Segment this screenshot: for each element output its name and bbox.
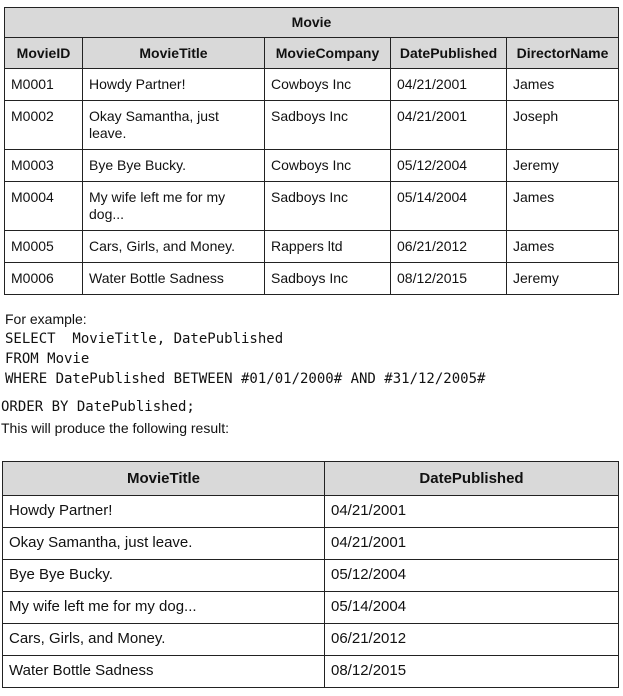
table-cell: 05/12/2004 — [391, 150, 507, 182]
table-cell: Bye Bye Bucky. — [3, 560, 325, 592]
table-cell: Sadboys Inc — [265, 263, 391, 295]
table-cell: Water Bottle Sadness — [3, 656, 325, 688]
movie-table-caption-row — [5, 8, 619, 38]
table-cell: Howdy Partner! — [83, 69, 265, 101]
table-cell: Cars, Girls, and Money. — [83, 231, 265, 263]
table-cell: Okay Samantha, just leave. — [3, 528, 325, 560]
table-cell: 06/21/2012 — [391, 231, 507, 263]
result-caption: This will produce the following result: — [1, 420, 229, 436]
table-row — [5, 150, 619, 182]
table-cell: M0005 — [5, 231, 83, 263]
table-cell: James — [507, 69, 619, 101]
table-row — [3, 528, 619, 560]
code-line: WHERE DatePublished BETWEEN #01/01/2000# AND #31/12/2005# — [5, 371, 486, 387]
table-cell: M0001 — [5, 69, 83, 101]
table-cell: Jeremy — [507, 150, 619, 182]
table-cell: Water Bottle Sadness — [83, 263, 265, 295]
table-cell: 08/12/2015 — [391, 263, 507, 295]
table-cell: Howdy Partner! — [3, 496, 325, 528]
table-cell: Cars, Girls, and Money. — [3, 624, 325, 656]
table-row — [3, 592, 619, 624]
code-line: SELECT MovieTitle, DatePublished — [5, 331, 284, 347]
table-cell: Cowboys Inc — [265, 69, 391, 101]
table-row — [3, 560, 619, 592]
result-table-header-row — [3, 462, 619, 496]
movie-column-header: DatePublished — [391, 38, 507, 69]
table-cell: Sadboys Inc — [265, 182, 391, 231]
movie-table-title: Movie — [5, 8, 619, 38]
table-cell: M0002 — [5, 101, 83, 150]
table-cell: 04/21/2001 — [391, 69, 507, 101]
movie-table-header-row — [5, 38, 619, 69]
table-row — [3, 624, 619, 656]
table-cell: 08/12/2015 — [325, 656, 619, 688]
movie-column-header: MovieID — [5, 38, 83, 69]
table-row — [5, 101, 619, 150]
table-cell: 04/21/2001 — [325, 496, 619, 528]
table-cell: 04/21/2001 — [325, 528, 619, 560]
table-row — [5, 263, 619, 295]
movie-table — [4, 7, 619, 295]
table-cell: 06/21/2012 — [325, 624, 619, 656]
table-cell: 05/14/2004 — [391, 182, 507, 231]
table-row — [3, 656, 619, 688]
table-cell: Cowboys Inc — [265, 150, 391, 182]
table-cell: M0004 — [5, 182, 83, 231]
movie-column-header: MovieTitle — [83, 38, 265, 69]
table-cell: James — [507, 231, 619, 263]
table-cell: James — [507, 182, 619, 231]
table-cell: Jeremy — [507, 263, 619, 295]
table-cell: M0003 — [5, 150, 83, 182]
result-table — [2, 461, 619, 688]
result-column-header: MovieTitle — [3, 462, 325, 496]
code-line: ORDER BY DatePublished; — [1, 399, 195, 415]
table-cell: 05/12/2004 — [325, 560, 619, 592]
table-row — [5, 231, 619, 263]
table-cell: M0006 — [5, 263, 83, 295]
result-column-header: DatePublished — [325, 462, 619, 496]
movie-column-header: MovieCompany — [265, 38, 391, 69]
table-row — [5, 69, 619, 101]
table-cell: Rappers ltd — [265, 231, 391, 263]
table-cell: Okay Samantha, just leave. — [83, 101, 265, 150]
table-cell: 05/14/2004 — [325, 592, 619, 624]
table-cell: Bye Bye Bucky. — [83, 150, 265, 182]
movie-column-header: DirectorName — [507, 38, 619, 69]
table-cell: Joseph — [507, 101, 619, 150]
table-cell: My wife left me for my dog... — [83, 182, 265, 231]
table-cell: My wife left me for my dog... — [3, 592, 325, 624]
table-row — [5, 182, 619, 231]
example-intro: For example: — [5, 311, 87, 327]
code-line: FROM Movie — [5, 351, 90, 367]
table-cell: 04/21/2001 — [391, 101, 507, 150]
table-row — [3, 496, 619, 528]
table-cell: Sadboys Inc — [265, 101, 391, 150]
